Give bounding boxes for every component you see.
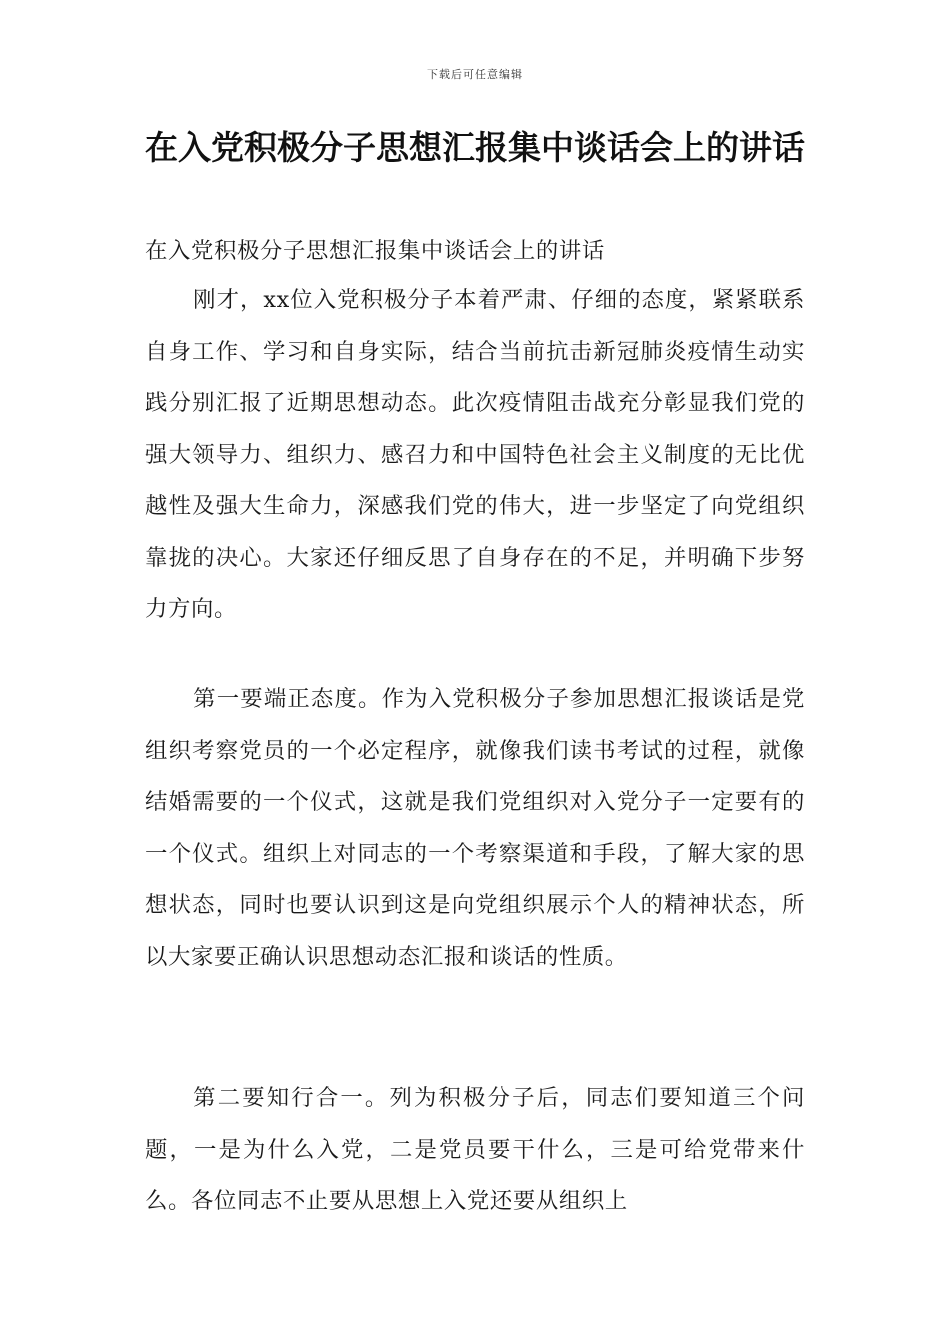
paragraph-1: 刚才，xx位入党积极分子本着严肃、仔细的态度，紧紧联系自身工作、学习和自身实际，结合当前抗击新冠肺炎疫情生动实践分别汇报了近期思想动态。此次疫情阻击战充分彰显我们党的强大领导力、组织力、感召力和中国特色社会主义制度的无比优越性及强大生命力，深感我们党的伟大，进一步坚定了向党组织靠拢的决心。大家还仔细反思了自身存在的不足，并明确下步努力方向。 [145,287,805,622]
paragraph-2: 第一要端正态度。作为入党积极分子参加思想汇报谈话是党组织考察党员的一个必定程序，就像我们读书考试的过程，就像结婚需要的一个仪式，这就是我们党组织对入党分子一定要有的一个仪式。组织上对同志的一个考察渠道和手段，了解大家的思想状态，同时也要认识到这是向党组织展示个人的精神状态，所以大家要正确认识思想动态汇报和谈话的性质。 [145,686,805,970]
document-subtitle: 在入党积极分子思想汇报集中谈话会上的讲话 [145,238,605,264]
document-title: 在入党积极分子思想汇报集中谈话会上的讲话 [145,128,805,167]
header-note: 下载后可任意编辑 [427,68,523,81]
paragraph-3: 第二要知行合一。列为积极分子后，同志们要知道三个问题，一是为什么入党，二是党员要干什么，三是可给党带来什么。各位同志不止要从思想上入党还要从组织上 [145,1085,805,1214]
